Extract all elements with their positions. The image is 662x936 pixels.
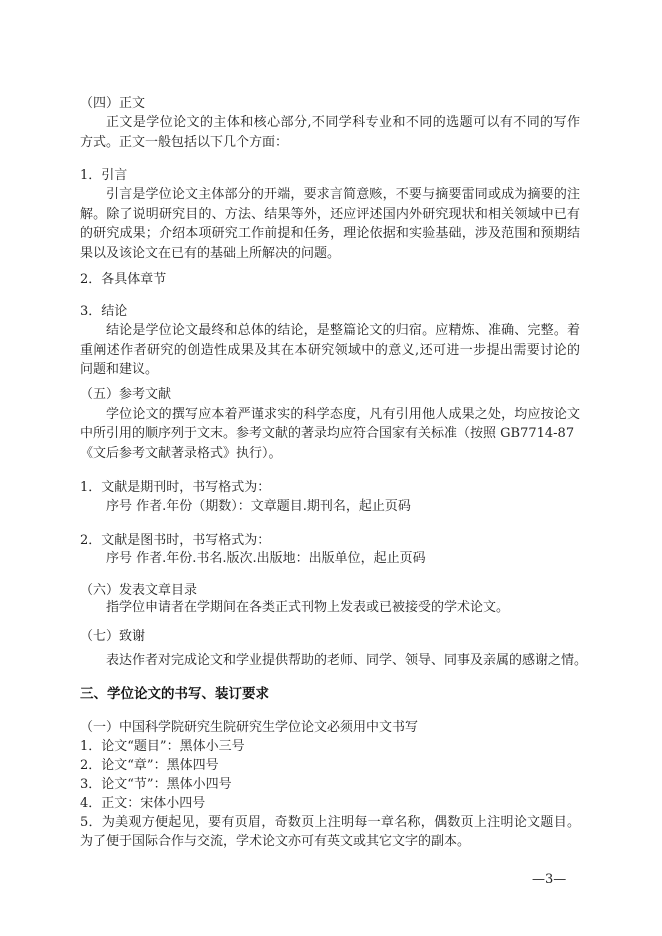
subheading: 2．各具体章节 (80, 272, 167, 287)
paragraph-line: 结论是学位论文最终和总体的结论，是整篇论文的归宿。应精炼、准确、完整。着 (106, 323, 580, 338)
paragraph-line: 正文是学位论文的主体和核心部分,不同学科专业和不同的选题可以有不同的写作 (106, 115, 580, 130)
list-item: 3．论文“节”：黑体小四号 (80, 777, 232, 792)
section-heading: （七）致谢 (80, 629, 146, 644)
format-line: 序号 作者.年份（期数）：文章题目.期刊名，起止页码 (106, 499, 411, 514)
paragraph-line: 引言是学位论文主体部分的开端，要求言简意赅，不要与摘要雷同或成为摘要的注 (106, 187, 580, 202)
paragraph-line: 果以及该论文在已有的基础上所解决的问题。 (80, 246, 341, 261)
paragraph-line: 学位论文的撰写应本着严谨求实的科学态度，凡有引用他人成果之处，均应按论文 (106, 407, 580, 422)
page-number: —3— (532, 872, 567, 887)
paragraph-line: 为了便于国际合作与交流，学术论文亦可有英文或其它文字的副本。 (80, 834, 471, 849)
paragraph-line: 的研究成果；介绍本项研究工作前提和任务，理论依据和实验基础，涉及范围和预期结 (80, 226, 580, 241)
section-heading: （四）正文 (80, 96, 146, 111)
subheading: 1．引言 (80, 168, 128, 183)
paragraph-line: 中所引用的顺序列于文末。参考文献的著录均应符合国家有关标准（按照 GB7714-87 (80, 426, 575, 441)
paragraph-line: 表达作者对完成论文和学业提供帮助的老师、同学、领导、同事及亲属的感谢之情。 (106, 653, 588, 668)
paragraph-line: 《文后参考文献著录格式》执行）。 (80, 446, 282, 461)
list-item: 2．论文“章”：黑体四号 (80, 758, 219, 773)
paragraph-line: 重阐述作者研究的创造性成果及其在本研究领域中的意义,还可进一步提出需要讨论的 (80, 343, 580, 358)
list-item: 4．正文：宋体小四号 (80, 796, 206, 811)
list-item: 5．为美观方便起见，要有页眉，奇数页上注明每一章名称，偶数页上注明论文题目。 (80, 815, 580, 830)
paragraph-line: 问题和建议。 (80, 362, 159, 377)
paragraph-line: 方式。正文一般包括以下几个方面： (80, 135, 289, 150)
subheading: 2．文献是图书时，书写格式为： (80, 533, 271, 548)
subheading: 3．结论 (80, 304, 128, 319)
list-item: 1．论文“题目”：黑体小三号 (80, 739, 245, 754)
format-line: 序号 作者.年份.书名.版次.出版地：出版单位，起止页码 (106, 551, 426, 566)
section-heading: （六）发表文章目录 (80, 583, 198, 598)
section-heading: （一）中国科学院研究生院研究生学位论文必须用中文书写 (80, 720, 419, 735)
paragraph-line: 指学位申请者在学期间在各类正式刊物上发表或已被接受的学术论文。 (106, 600, 510, 615)
chapter-heading: 三、学位论文的书写、装订要求 (80, 686, 269, 702)
paragraph-line: 解。除了说明研究目的、方法、结果等外，还应评述国内外研究现状和相关领域中已有 (80, 207, 580, 222)
section-heading: （五）参考文献 (80, 387, 172, 402)
subheading: 1．文献是期刊时，书写格式为： (80, 480, 271, 495)
